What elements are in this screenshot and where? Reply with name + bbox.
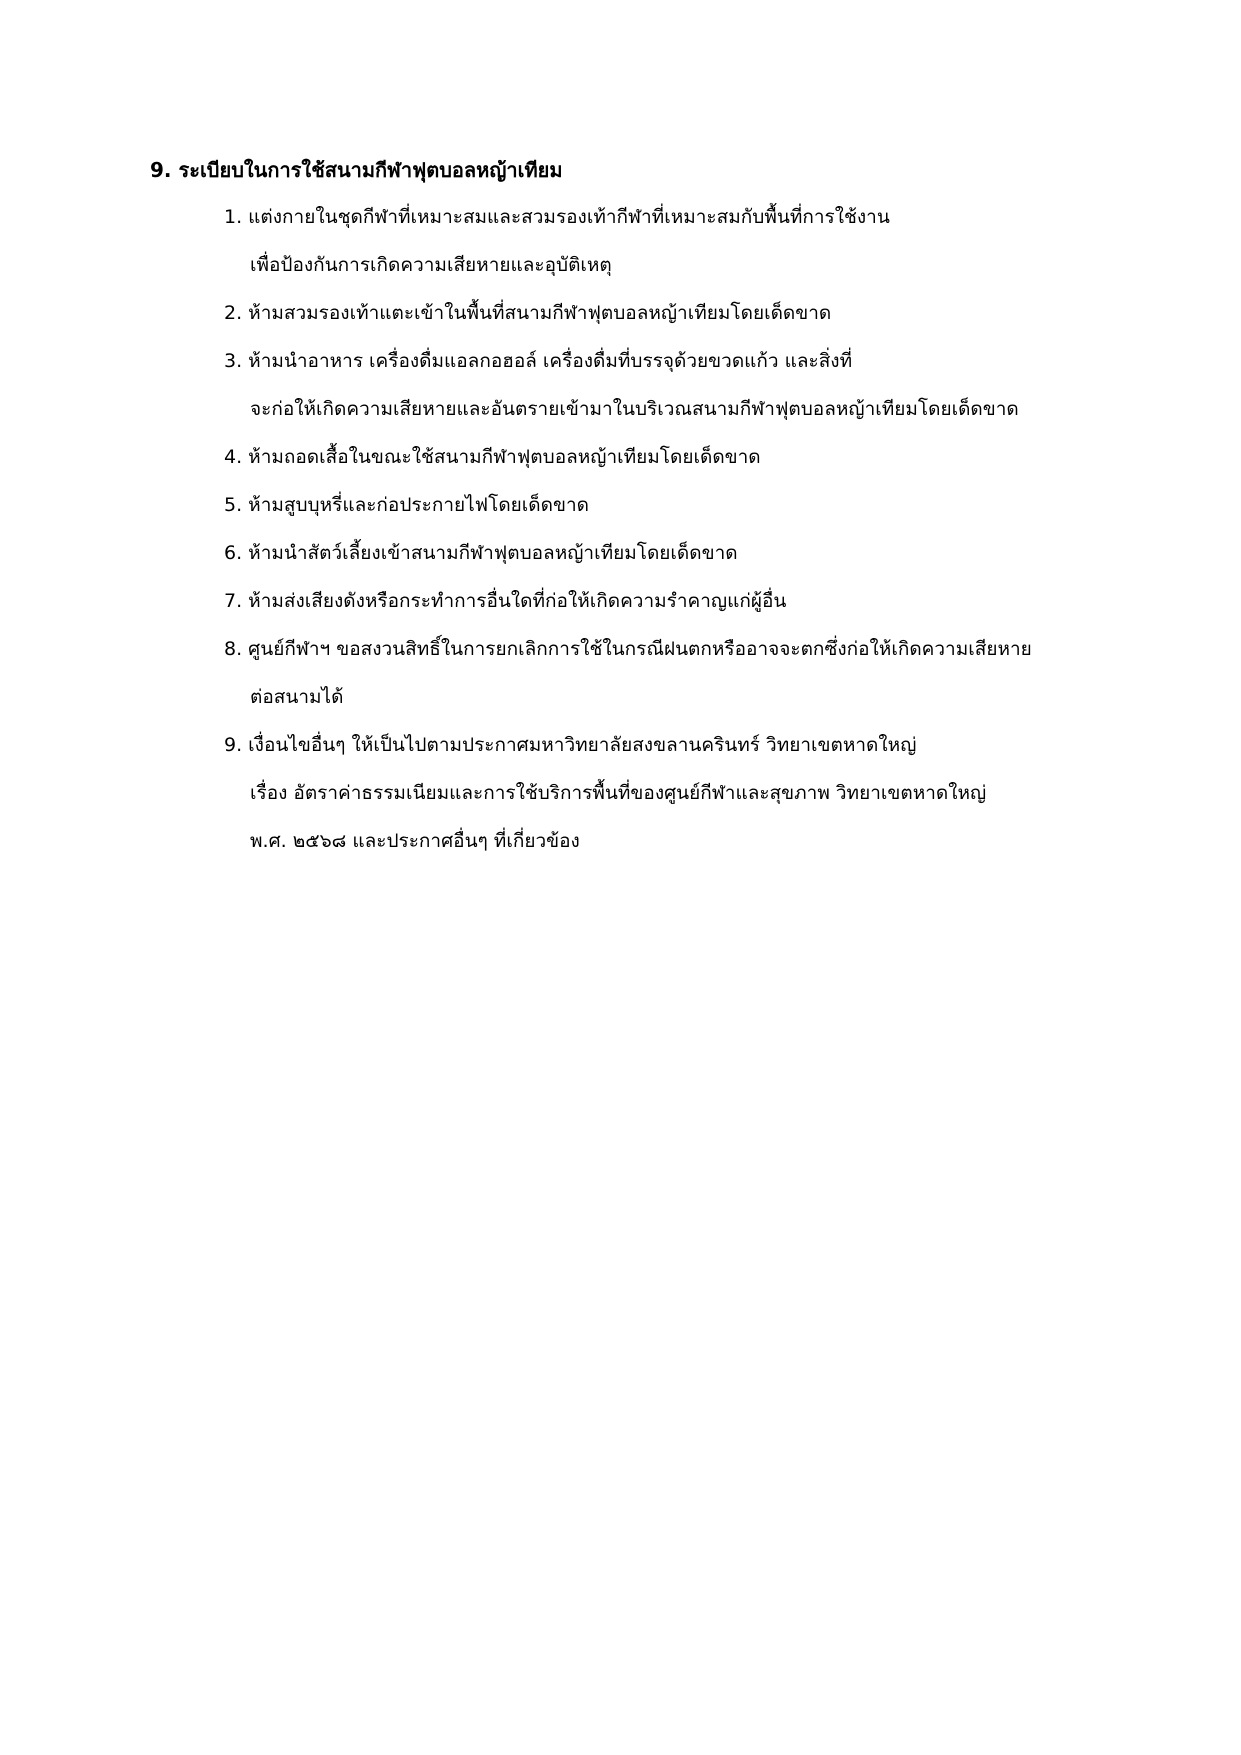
rule-text: 7. ห้ามส่งเสียงดังหรือกระทำการอื่นใดที่ก่อให้เกิดความรำคาญแก่ผู้อื่น — [224, 590, 787, 612]
rule-item-2 — [224, 295, 1154, 332]
rule-item-5 — [224, 487, 1154, 524]
rule-text: 3. ห้ามนำอาหาร เครื่องดื่มแอลกอฮอล์ เครื่องดื่มที่บรรจุด้วยขวดแก้ว และสิ่งที่ — [224, 350, 853, 372]
rule-item-6 — [224, 535, 1154, 572]
rule-text: 4. ห้ามถอดเสื้อในขณะใช้สนามกีฬาฟุตบอลหญ้าเทียมโดยเด็ดขาด — [224, 446, 761, 468]
rule-text: 9. เงื่อนไขอื่นๆ ให้เป็นไปตามประกาศมหาวิทยาลัยสงขลานครินทร์ วิทยาเขตหาดใหญ่ — [224, 734, 917, 756]
rule-text: 2. ห้ามสวมรองเท้าแตะเข้าในพื้นที่สนามกีฬาฟุตบอลหญ้าเทียมโดยเด็ดขาด — [224, 302, 832, 324]
rule-item-4 — [224, 439, 1154, 476]
rule-text-continuation: จะก่อให้เกิดความเสียหายและอันตรายเข้ามาในบริเวณสนามกีฬาฟุตบอลหญ้าเทียมโดยเด็ดขาด — [250, 398, 1019, 420]
rule-text: 5. ห้ามสูบบุหรี่และก่อประกายไฟโดยเด็ดขาด — [224, 494, 589, 516]
rule-text: 6. ห้ามนำสัตว์เลี้ยงเข้าสนามกีฬาฟุตบอลหญ้าเทียมโดยเด็ดขาด — [224, 542, 738, 564]
rule-text-continuation: เพื่อป้องกันการเกิดความเสียหายและอุบัติเหตุ — [250, 254, 612, 276]
rule-item-3 — [224, 343, 1154, 428]
rule-item-7 — [224, 583, 1154, 620]
rule-item-9 — [224, 727, 1154, 860]
rule-text-continuation: ต่อสนามได้ — [250, 686, 344, 708]
rule-item-1 — [224, 199, 1154, 284]
section-heading: 9. ระเบียบในการใช้สนามกีฬาฟุตบอลหญ้าเทียม — [150, 158, 563, 182]
rules-list — [224, 199, 1154, 871]
rule-text: 1. แต่งกายในชุดกีฬาที่เหมาะสมและสวมรองเท้ากีฬาที่เหมาะสมกับพื้นที่การใช้งาน — [224, 206, 890, 228]
rule-text-continuation: เรื่อง อัตราค่าธรรมเนียมและการใช้บริการพื้นที่ของศูนย์กีฬาและสุขภาพ วิทยาเขตหาดใหญ่ — [250, 782, 987, 804]
rule-text-continuation: พ.ศ. ๒๕๖๘ และประกาศอื่นๆ ที่เกี่ยวข้อง — [250, 830, 580, 852]
rule-item-8 — [224, 631, 1154, 716]
rule-text: 8. ศูนย์กีฬาฯ ขอสงวนสิทธิ์ในการยกเลิกการใช้ในกรณีฝนตกหรืออาจจะตกซึ่งก่อให้เกิดความเสียหาย — [224, 638, 1032, 660]
